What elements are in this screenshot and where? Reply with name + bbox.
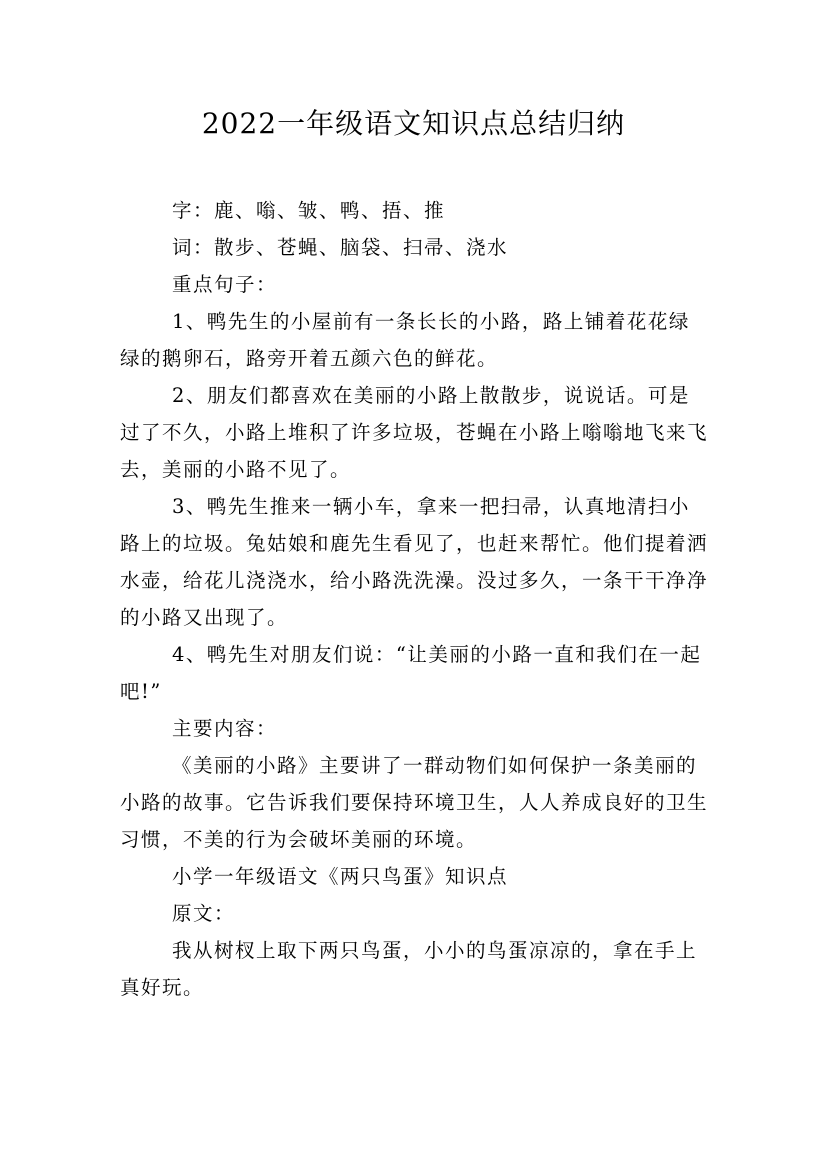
paragraph-sentence-1: 1、鸭先生的小屋前有一条长长的小路，路上铺着花花绿绿的鹅卵石，路旁开着五颜六色的鲜花。 [120,310,690,370]
paragraph-sentence-2: 2、朋友们都喜欢在美丽的小路上散散步，说说话。可是过了不久，小路上堆积了许多垃圾，苍蝇在小路上嗡嗡地飞来飞去，美丽的小路不见了。 [120,384,709,481]
document-body [120,192,710,1006]
paragraph-words: 词：散步、苍蝇、脑袋、扫帚、浇水 [172,236,509,259]
paragraph-main-content: 《美丽的小路》主要讲了一群动物们如何保护一条美丽的小路的故事。它告诉我们要保持环境卫生，人人养成良好的卫生习惯，不美的行为会破坏美丽的环境。 [120,754,709,851]
paragraph-sentence-4: 4、鸭先生对朋友们说：“让美丽的小路一直和我们在一起吧!” [120,643,702,703]
paragraph-original-text-heading: 原文： [172,902,236,925]
paragraph-key-sentences-heading: 重点句子： [172,273,278,296]
paragraph-sentence-3: 3、鸭先生推来一辆小车，拿来一把扫帚，认真地清扫小路上的垃圾。兔姑娘和鹿先生看见了，也赶来帮忙。他们提着洒水壶，给花儿浇浇水，给小路洗洗澡。没过多久，一条干干净净的小路又出现了。 [120,495,709,629]
paragraph-main-content-heading: 主要内容： [172,717,278,740]
document-title: 2022一年级语文知识点总结归纳 [201,107,626,140]
paragraph-characters: 字：鹿、嗡、皱、鸭、捂、推 [172,199,446,222]
paragraph-original-text: 我从树杈上取下两只鸟蛋，小小的鸟蛋凉凉的，拿在手上真好玩。 [120,939,698,999]
paragraph-section-heading: 小学一年级语文《两只鸟蛋》知识点 [172,865,509,888]
